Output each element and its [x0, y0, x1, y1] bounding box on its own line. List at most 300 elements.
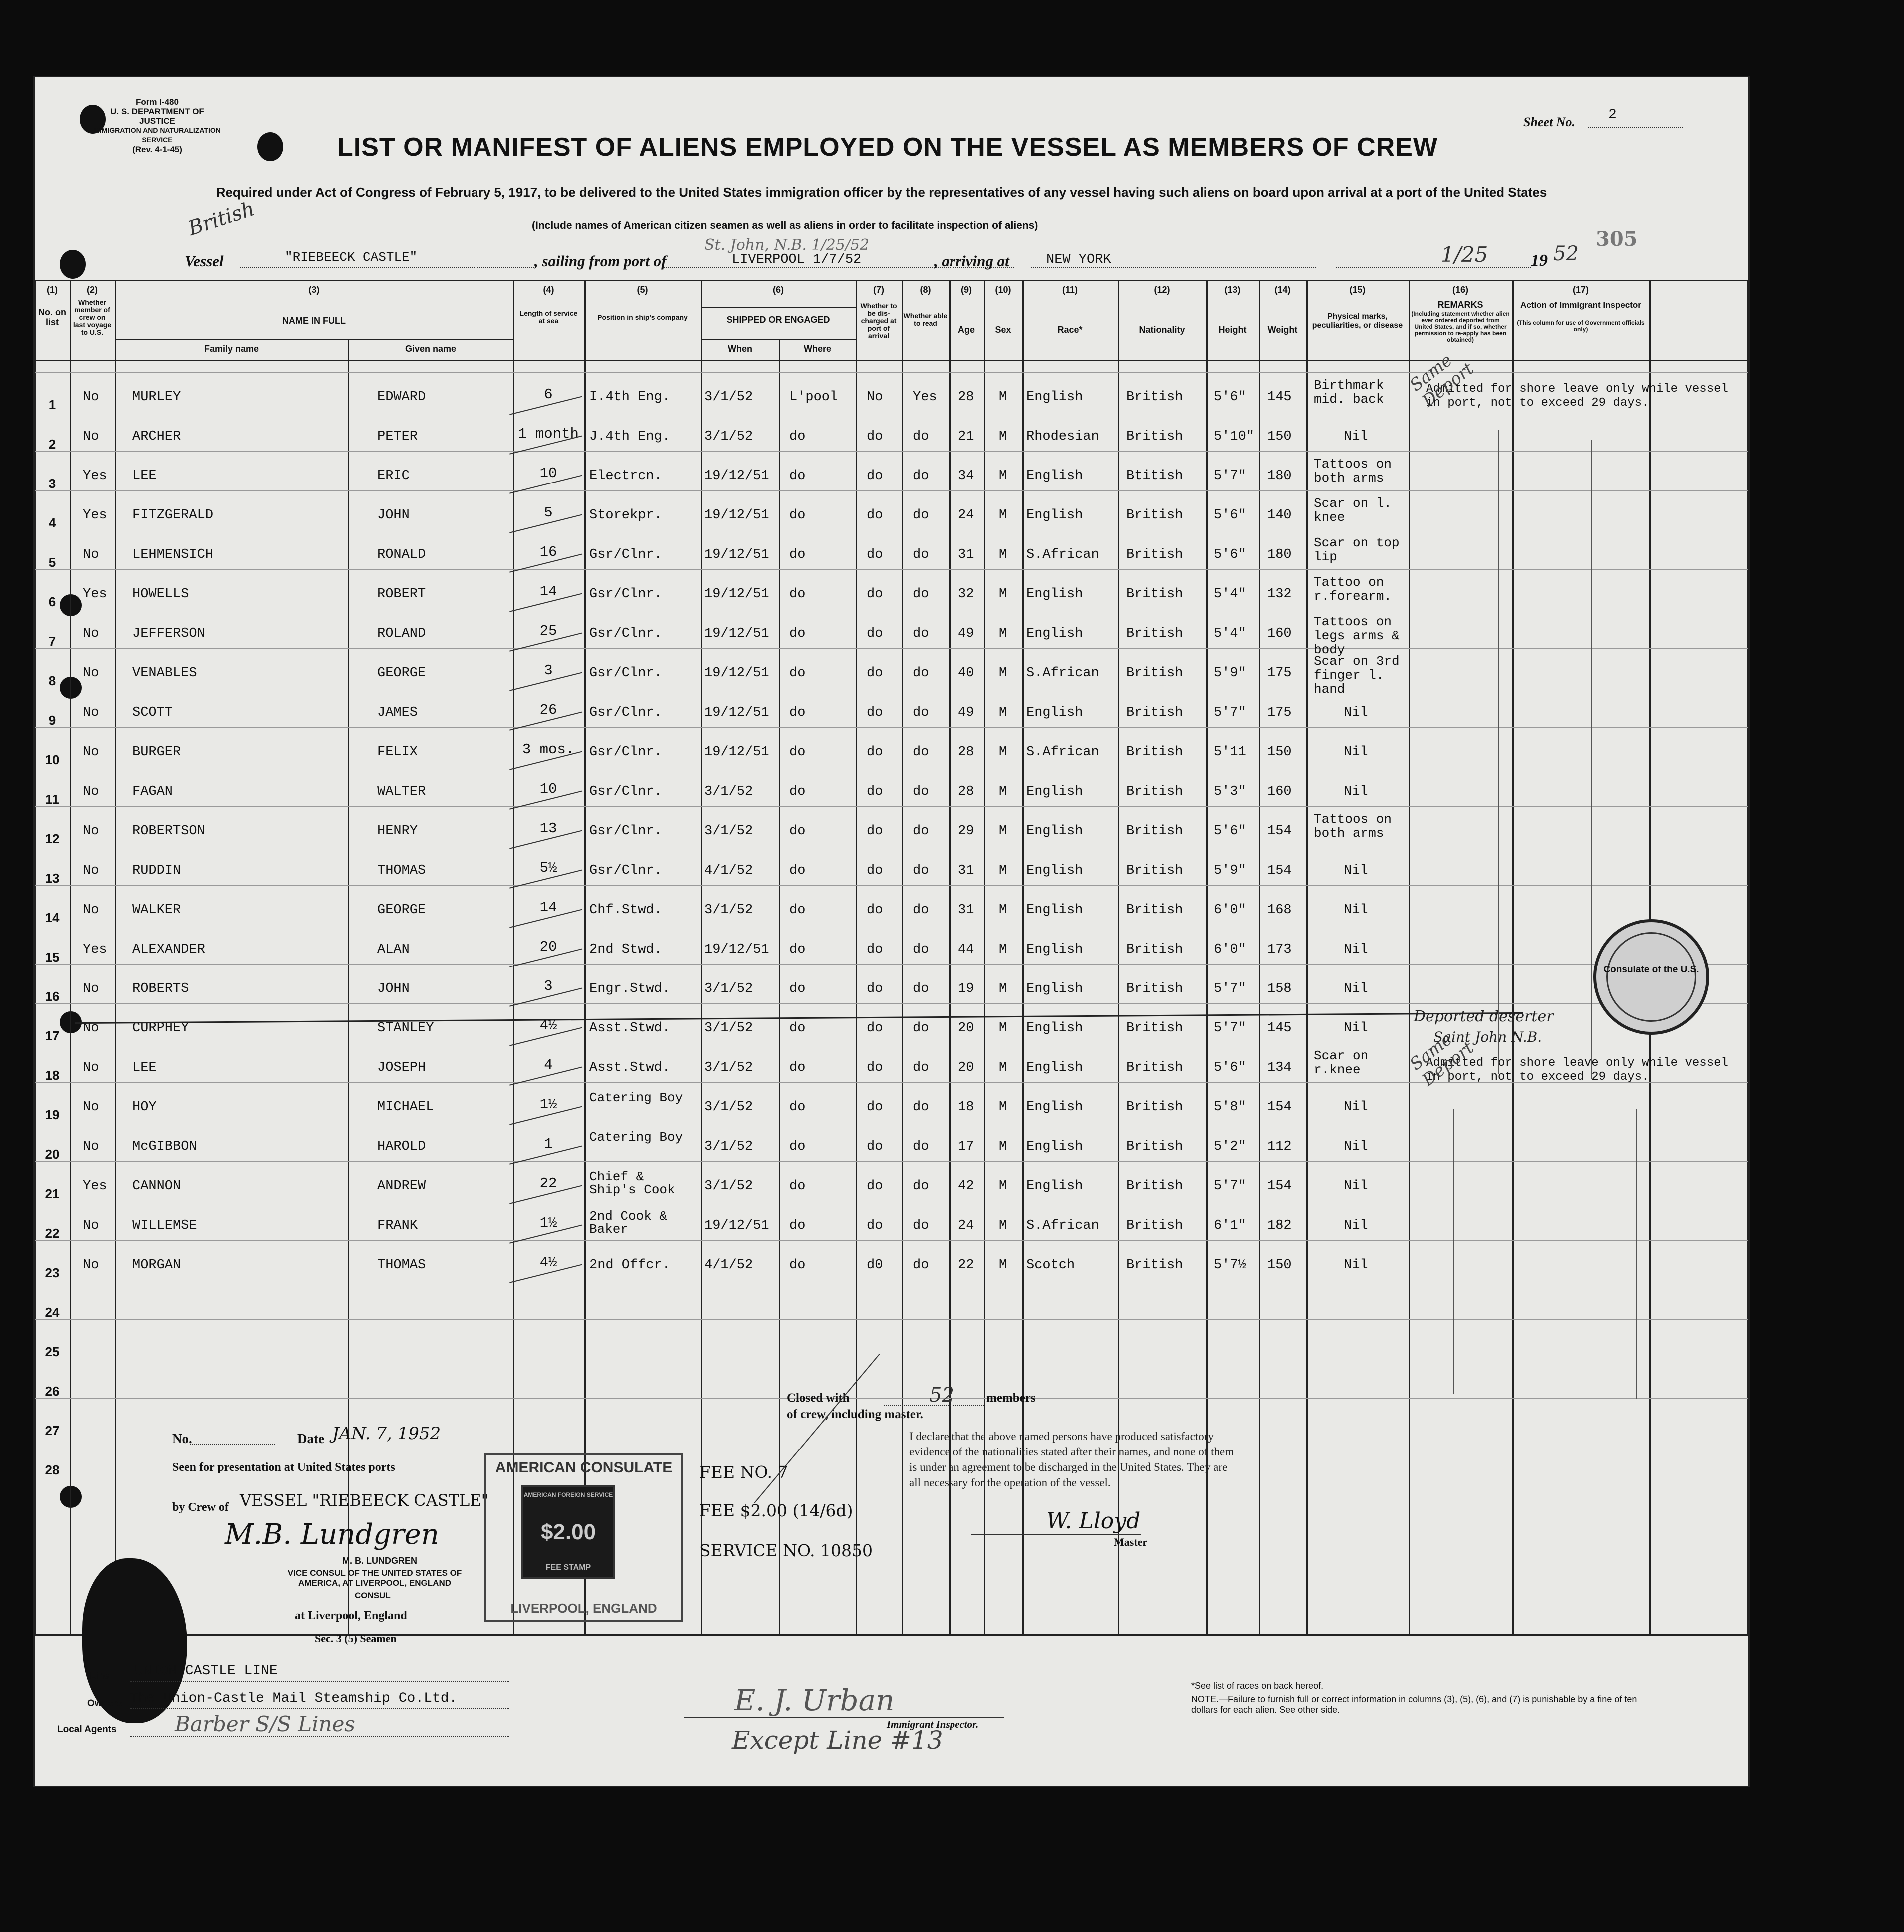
- line-underline: [130, 1681, 509, 1682]
- cell-age: 20: [958, 1021, 974, 1036]
- header-shipped: SHIPPED OR ENGAGED: [726, 315, 830, 325]
- cell-family-name: LEHMENSICH: [132, 547, 214, 562]
- manifest-table: [35, 280, 1748, 1645]
- cell-physical-marks: Birthmark mid. back: [1314, 378, 1384, 407]
- stamp-bottom-text: LIVERPOOL, ENGLAND: [510, 1601, 657, 1616]
- cell-physical-marks: Scar on 3rd finger l. hand: [1314, 654, 1400, 697]
- cell-discharged: do: [867, 429, 883, 444]
- cell-height: 5'7": [1214, 1021, 1246, 1036]
- cell-family-name: RUDDIN: [132, 863, 181, 878]
- cell-age: 49: [958, 626, 974, 641]
- cell-position: Gsr/Clnr.: [589, 863, 662, 878]
- inspector-label: Immigrant Inspector.: [887, 1718, 979, 1730]
- cell-physical-marks: Nil: [1344, 903, 1368, 918]
- cell-family-name: ROBERTSON: [132, 824, 205, 839]
- row-rule: [35, 372, 1748, 373]
- consulate-round-stamp: [1593, 919, 1709, 1035]
- cell-nationality: British: [1126, 587, 1183, 602]
- cell-sex: M: [999, 1021, 1007, 1036]
- cell-sex: M: [999, 784, 1007, 799]
- cell-height: 5'6": [1214, 390, 1246, 405]
- cell-height: 6'1": [1214, 1218, 1246, 1233]
- cell-physical-marks: Nil: [1344, 705, 1368, 720]
- header-when: When: [728, 344, 752, 354]
- cell-height: 5'7": [1214, 469, 1246, 483]
- row-number: 18: [45, 1068, 60, 1083]
- cell-last-voyage: No: [83, 547, 99, 562]
- cell-weight: 150: [1267, 745, 1292, 760]
- header-race: Race*: [1057, 325, 1083, 335]
- cell-discharged: do: [867, 705, 883, 720]
- cell-position: Chf.Stwd.: [589, 903, 662, 918]
- cell-when: 19/12/51: [704, 745, 769, 760]
- stamp-top-text: AMERICAN CONSULATE: [495, 1459, 673, 1476]
- cell-family-name: WALKER: [132, 903, 181, 918]
- cell-able-read: do: [913, 547, 929, 562]
- cell-nationality: British: [1126, 705, 1183, 720]
- cell-nationality: British: [1126, 1021, 1183, 1036]
- cell-where: do: [789, 942, 806, 957]
- header-height: Height: [1218, 325, 1247, 335]
- vessel-underline: [240, 267, 534, 268]
- cell-discharged: do: [867, 666, 883, 681]
- cell-weight: 154: [1267, 1100, 1292, 1115]
- visa-date-handwritten: JAN. 7, 1952: [332, 1424, 441, 1444]
- cell-age: 40: [958, 666, 974, 681]
- sheet-label: Sheet No.: [1523, 115, 1575, 129]
- cell-last-voyage: No: [83, 903, 99, 918]
- cell-given-name: EDWARD: [377, 390, 426, 405]
- cell-sex: M: [999, 1100, 1007, 1115]
- cell-able-read: do: [913, 942, 929, 957]
- cell-given-name: THOMAS: [377, 863, 426, 878]
- cell-discharged: do: [867, 1060, 883, 1075]
- cell-discharged: do: [867, 508, 883, 523]
- arrival-date-handwritten: 1/25: [1441, 242, 1488, 267]
- row-number: 2: [48, 437, 56, 452]
- colnum: (6): [773, 285, 784, 295]
- cell-height: 5'9": [1214, 666, 1246, 681]
- cell-sex: M: [999, 824, 1007, 839]
- cell-able-read: do: [913, 1218, 929, 1233]
- cell-sex: M: [999, 745, 1007, 760]
- cell-weight: 182: [1267, 1218, 1292, 1233]
- cell-race: English: [1026, 863, 1083, 878]
- header-given: Given name: [405, 344, 457, 354]
- cell-weight: 154: [1267, 824, 1292, 839]
- header-family: Family name: [204, 344, 259, 354]
- remarks-row1: Admitted for shore leave only while vessel in port, not to exceed 29 days.: [1426, 382, 1728, 410]
- arriving-label: , arriving at: [934, 252, 1009, 270]
- cell-family-name: MORGAN: [132, 1258, 181, 1273]
- colnum: (13): [1224, 285, 1241, 295]
- row-number: 3: [48, 476, 56, 491]
- cell-race: English: [1026, 469, 1083, 483]
- cell-race: English: [1026, 390, 1083, 405]
- cell-position: Gsr/Clnr.: [589, 587, 662, 602]
- cell-discharged: do: [867, 587, 883, 602]
- cell-service-length: 1½: [539, 1215, 557, 1231]
- cell-service-length: 10: [539, 465, 557, 482]
- colnum: (16): [1452, 285, 1468, 295]
- cell-position: Gsr/Clnr.: [589, 666, 662, 681]
- cell-age: 22: [958, 1258, 974, 1273]
- agents-underline: [130, 1736, 509, 1737]
- year-prefix: 19: [1531, 251, 1548, 270]
- master-underline: [971, 1534, 1141, 1535]
- cell-nationality: British: [1126, 784, 1183, 799]
- fee-amount: FEE $2.00 (14/6d): [699, 1501, 853, 1520]
- header-age: Age: [957, 325, 975, 335]
- line-value: UNION-CASTLE LINE: [135, 1663, 278, 1679]
- cell-discharged: do: [867, 1218, 883, 1233]
- cell-when: 3/1/52: [704, 390, 753, 405]
- cell-nationality: British: [1126, 547, 1183, 562]
- cell-height: 5'2": [1214, 1139, 1246, 1154]
- cell-able-read: do: [913, 824, 929, 839]
- cell-weight: 175: [1267, 666, 1292, 681]
- cell-race: English: [1026, 705, 1083, 720]
- cell-discharged: do: [867, 981, 883, 996]
- cell-weight: 180: [1267, 547, 1292, 562]
- cell-age: 18: [958, 1100, 974, 1115]
- cell-where: do: [789, 863, 806, 878]
- cell-when: 19/12/51: [704, 469, 769, 483]
- cell-service-length: 5½: [539, 860, 557, 876]
- cell-where: do: [789, 1258, 806, 1273]
- owners-label: Owners: [87, 1698, 122, 1709]
- cell-physical-marks: Nil: [1344, 1218, 1368, 1233]
- colnum: (3): [308, 285, 320, 295]
- header-able-read: Whether able to read: [903, 312, 948, 327]
- cell-where: do: [789, 1139, 806, 1154]
- cell-physical-marks: Nil: [1344, 784, 1368, 799]
- cell-able-read: do: [913, 1258, 929, 1273]
- cell-position: Engr.Stwd.: [589, 981, 671, 996]
- cell-when: 3/1/52: [704, 824, 753, 839]
- cell-sex: M: [999, 390, 1007, 405]
- cell-family-name: CURPHEY: [132, 1021, 189, 1036]
- cell-nationality: Btitish: [1126, 469, 1183, 483]
- cell-height: 5'3": [1214, 784, 1246, 799]
- cell-service-length: 1 month: [518, 426, 579, 442]
- cell-where: do: [789, 547, 806, 562]
- form-rev: (Rev. 4-1-45): [132, 145, 182, 154]
- cell-position: Catering Boy: [589, 1090, 683, 1105]
- cell-race: Rhodesian: [1026, 429, 1099, 444]
- cell-when: 19/12/51: [704, 705, 769, 720]
- row-rule: [35, 451, 1748, 452]
- cell-nationality: British: [1126, 1258, 1183, 1273]
- header-remarks-note: (Including statement whether alien ever ordered deported from United States, and if so, whether permission to re-apply has been obtained): [1411, 310, 1510, 343]
- row-rule: [35, 885, 1748, 886]
- page-title: LIST OR MANIFEST OF ALIENS EMPLOYED ON THE VESSEL AS MEMBERS OF CREW: [337, 133, 1438, 162]
- cell-sex: M: [999, 1179, 1007, 1194]
- except-line-note: Except Line #13: [732, 1726, 943, 1755]
- header-nationality: Nationality: [1139, 325, 1185, 335]
- cell-position: Gsr/Clnr.: [589, 745, 662, 760]
- cell-weight: 180: [1267, 469, 1292, 483]
- cell-weight: 158: [1267, 981, 1292, 996]
- port-handwritten: St. John, N.B. 1/25/52: [704, 236, 870, 254]
- cell-position: 2nd Cook & Baker: [589, 1209, 668, 1237]
- cell-family-name: ALEXANDER: [132, 942, 205, 957]
- include-note: (Include names of American citizen seamen as well as aliens in order to facilitate inspection of aliens): [532, 220, 1038, 231]
- cell-given-name: JOHN: [377, 981, 410, 996]
- consul-name: M. B. LUNDGREN: [342, 1556, 417, 1566]
- cell-physical-marks: Scar on top lip: [1314, 535, 1400, 564]
- cell-when: 19/12/51: [704, 508, 769, 523]
- cell-family-name: FAGAN: [132, 784, 173, 799]
- cell-height: 5'6": [1214, 508, 1246, 523]
- cell-given-name: HENRY: [377, 824, 418, 839]
- cell-when: 19/12/51: [704, 1218, 769, 1233]
- cell-given-name: JOSEPH: [377, 1060, 426, 1075]
- remarks-row13-handwritten: Deported deserter: [1414, 1008, 1554, 1025]
- cell-weight: 145: [1267, 1021, 1292, 1036]
- remarks-row14: Admitted for shore leave only while vessel in port, not to exceed 29 days.: [1426, 1056, 1728, 1084]
- agents-handwritten: Barber S/S Lines: [175, 1712, 355, 1736]
- cell-weight: 168: [1267, 903, 1292, 918]
- cell-service-length: 5: [544, 504, 553, 521]
- consul-sec: Sec. 3 (5) Seamen: [315, 1632, 397, 1645]
- cell-able-read: do: [913, 1021, 929, 1036]
- cell-physical-marks: Nil: [1344, 942, 1368, 957]
- closed-count: 52: [929, 1384, 954, 1407]
- cell-height: 5'10": [1214, 429, 1255, 444]
- cell-nationality: British: [1126, 626, 1183, 641]
- cell-position: 2nd Stwd.: [589, 942, 662, 957]
- cell-given-name: RONALD: [377, 547, 426, 562]
- cell-given-name: ANDREW: [377, 1179, 426, 1194]
- cell-sex: M: [999, 1218, 1007, 1233]
- cell-race: English: [1026, 824, 1083, 839]
- cell-service-length: 10: [539, 781, 557, 797]
- form-meta: [92, 97, 222, 154]
- cell-weight: 134: [1267, 1060, 1292, 1075]
- agents-label: Local Agents: [57, 1724, 117, 1735]
- cell-physical-marks: Nil: [1344, 1258, 1368, 1273]
- cell-nationality: British: [1126, 824, 1183, 839]
- cell-race: English: [1026, 626, 1083, 641]
- row-number: 16: [45, 989, 60, 1004]
- cell-age: 34: [958, 469, 974, 483]
- cell-able-read: do: [913, 626, 929, 641]
- cell-service-length: 14: [539, 583, 557, 600]
- cell-given-name: ERIC: [377, 469, 410, 483]
- cell-physical-marks: Tattoos on both arms: [1314, 812, 1392, 841]
- cell-given-name: THOMAS: [377, 1258, 426, 1273]
- cell-last-voyage: No: [83, 1100, 99, 1115]
- cell-given-name: HAROLD: [377, 1139, 426, 1154]
- owners-value: The Union-Castle Mail Steamship Co.Ltd.: [130, 1691, 458, 1706]
- cell-service-length: 16: [539, 544, 557, 560]
- cell-nationality: British: [1126, 666, 1183, 681]
- sailing-port: LIVERPOOL 1/7/52: [732, 252, 862, 267]
- cell-age: 44: [958, 942, 974, 957]
- year-suffix: 52: [1553, 242, 1579, 265]
- row-rule: [35, 1161, 1748, 1162]
- visa-no-label: No.: [172, 1431, 192, 1446]
- row-number: 7: [48, 634, 56, 649]
- visa-seen-for: Seen for presentation at United States ports: [172, 1461, 395, 1474]
- cell-service-length: 3: [544, 662, 553, 679]
- cell-height: 5'7½: [1214, 1258, 1246, 1273]
- cell-last-voyage: No: [83, 390, 99, 405]
- cell-race: Scotch: [1026, 1258, 1075, 1273]
- row-rule: [35, 964, 1748, 965]
- header-action: Action of Immigrant Inspector: [1520, 300, 1641, 310]
- cell-when: 4/1/52: [704, 1258, 753, 1273]
- header-name: NAME IN FULL: [282, 316, 346, 326]
- manifest-sheet: [35, 77, 1748, 1786]
- requirement-text: Required under Act of Congress of February 5, 1917, to be delivered to the United States immigration officer by the representatives of any vessel having such aliens on board upon arrival at a port of the United States: [216, 185, 1547, 200]
- remarks-row14-handwritten: Same Deport: [1406, 1029, 1478, 1091]
- visa-no-underline: [190, 1444, 275, 1445]
- cell-physical-marks: Tattoo on r.forearm.: [1314, 575, 1392, 604]
- cell-race: English: [1026, 1100, 1083, 1115]
- cell-position: Storekpr.: [589, 508, 662, 523]
- row-number: 9: [48, 713, 56, 728]
- row-rule: [35, 727, 1748, 728]
- master-label: Master: [1114, 1536, 1148, 1548]
- fee-number: FEE NO. 7: [699, 1462, 788, 1482]
- cell-age: 42: [958, 1179, 974, 1194]
- fee-stamp-label: FEE STAMP: [545, 1563, 591, 1572]
- cell-service-length: 1: [544, 1136, 553, 1152]
- colnum: (8): [920, 285, 931, 295]
- cell-where: do: [789, 508, 806, 523]
- cell-height: 5'6": [1214, 824, 1246, 839]
- cell-age: 20: [958, 1060, 974, 1075]
- cell-family-name: VENABLES: [132, 666, 197, 681]
- cell-discharged: d0: [867, 1258, 883, 1273]
- cell-nationality: British: [1126, 429, 1183, 444]
- row-rule: [35, 806, 1748, 807]
- colnum: (11): [1062, 285, 1078, 295]
- cell-height: 5'8": [1214, 1100, 1246, 1115]
- row-number: 13: [45, 871, 60, 886]
- cell-race: English: [1026, 942, 1083, 957]
- vessel-name: "RIEBEECK CASTLE": [285, 250, 418, 265]
- cell-when: 19/12/51: [704, 942, 769, 957]
- cell-race: S.African: [1026, 547, 1099, 562]
- cell-family-name: ARCHER: [132, 429, 181, 444]
- cell-height: 6'0": [1214, 942, 1246, 957]
- consul-label: CONSUL: [355, 1591, 391, 1600]
- cell-when: 4/1/52: [704, 863, 753, 878]
- colnum: (9): [961, 285, 972, 295]
- colnum: (7): [873, 285, 884, 295]
- cell-where: do: [789, 745, 806, 760]
- cell-given-name: JAMES: [377, 705, 418, 720]
- cell-physical-marks: Scar on r.knee: [1314, 1048, 1369, 1077]
- cell-last-voyage: No: [83, 1139, 99, 1154]
- races-note: *See list of races on back hereof.: [1191, 1681, 1324, 1691]
- cell-race: English: [1026, 784, 1083, 799]
- cell-service-length: 13: [539, 820, 557, 837]
- cell-sex: M: [999, 469, 1007, 483]
- colnum: (10): [995, 285, 1011, 295]
- cell-age: 29: [958, 824, 974, 839]
- cell-able-read: do: [913, 784, 929, 799]
- cell-service-length: 4½: [539, 1254, 557, 1271]
- ditto-line: [1591, 440, 1592, 1079]
- cell-when: 19/12/51: [704, 547, 769, 562]
- visa-by-crew: by Crew of: [172, 1501, 229, 1514]
- cell-last-voyage: No: [83, 1218, 99, 1233]
- cell-when: 19/12/51: [704, 626, 769, 641]
- penalty-note: NOTE.—Failure to furnish full or correct information in columns (3), (5), (6), and (7) is punishable by a fine of ten dollars for each alien. See other side.: [1191, 1694, 1637, 1715]
- cell-where: L'pool: [789, 390, 838, 405]
- cell-age: 49: [958, 705, 974, 720]
- row-number: 5: [48, 555, 56, 570]
- cell-where: do: [789, 784, 806, 799]
- cell-nationality: British: [1126, 981, 1183, 996]
- row-number: 27: [45, 1423, 60, 1438]
- cell-height: 5'4": [1214, 587, 1246, 602]
- header-discharged: Whether to be dis-charged at port of arrival: [860, 302, 897, 340]
- service-number: SERVICE NO. 10850: [699, 1541, 873, 1560]
- cell-sex: M: [999, 1139, 1007, 1154]
- cell-family-name: SCOTT: [132, 705, 173, 720]
- cell-last-voyage: No: [83, 745, 99, 760]
- cell-able-read: Yes: [913, 390, 937, 405]
- colnum: (5): [637, 285, 648, 295]
- cell-where: do: [789, 469, 806, 483]
- cell-weight: 132: [1267, 587, 1292, 602]
- closed-underline: [884, 1405, 984, 1406]
- row-number: 23: [45, 1265, 60, 1280]
- consul-at: at Liverpool, England: [295, 1609, 407, 1622]
- inspector-underline: [684, 1717, 1004, 1718]
- colnum: (15): [1349, 285, 1366, 295]
- cell-given-name: FELIX: [377, 745, 418, 760]
- cell-race: English: [1026, 508, 1083, 523]
- cell-when: 3/1/52: [704, 1139, 753, 1154]
- cell-position: Gsr/Clnr.: [589, 824, 662, 839]
- cell-last-voyage: Yes: [83, 469, 107, 483]
- row-number: 26: [45, 1384, 60, 1399]
- cell-service-length: 4: [544, 1057, 553, 1073]
- cell-when: 19/12/51: [704, 666, 769, 681]
- punch-hole: [60, 250, 86, 279]
- cell-discharged: do: [867, 824, 883, 839]
- of-crew-label: of crew, including master.: [787, 1408, 923, 1421]
- row-number: 15: [45, 950, 60, 965]
- stamp-number: 305: [1596, 227, 1638, 251]
- cell-physical-marks: Nil: [1344, 981, 1368, 996]
- cell-last-voyage: No: [83, 824, 99, 839]
- cell-given-name: ROBERT: [377, 587, 426, 602]
- cell-age: 24: [958, 1218, 974, 1233]
- cell-nationality: British: [1126, 1179, 1183, 1194]
- remarks-row1-handwritten: Same Deport: [1406, 350, 1478, 412]
- row-number: 22: [45, 1226, 60, 1241]
- cell-where: do: [789, 824, 806, 839]
- cell-family-name: LEE: [132, 469, 157, 483]
- cell-family-name: LEE: [132, 1060, 157, 1075]
- cell-where: do: [789, 587, 806, 602]
- cell-able-read: do: [913, 508, 929, 523]
- cell-where: do: [789, 429, 806, 444]
- cell-able-read: do: [913, 1060, 929, 1075]
- cell-height: 5'11: [1214, 745, 1246, 760]
- header-no: No. on list: [38, 307, 66, 327]
- cell-where: do: [789, 981, 806, 996]
- cell-sex: M: [999, 547, 1007, 562]
- form-service: IMMIGRATION AND NATURALIZATION SERVICE: [94, 126, 221, 144]
